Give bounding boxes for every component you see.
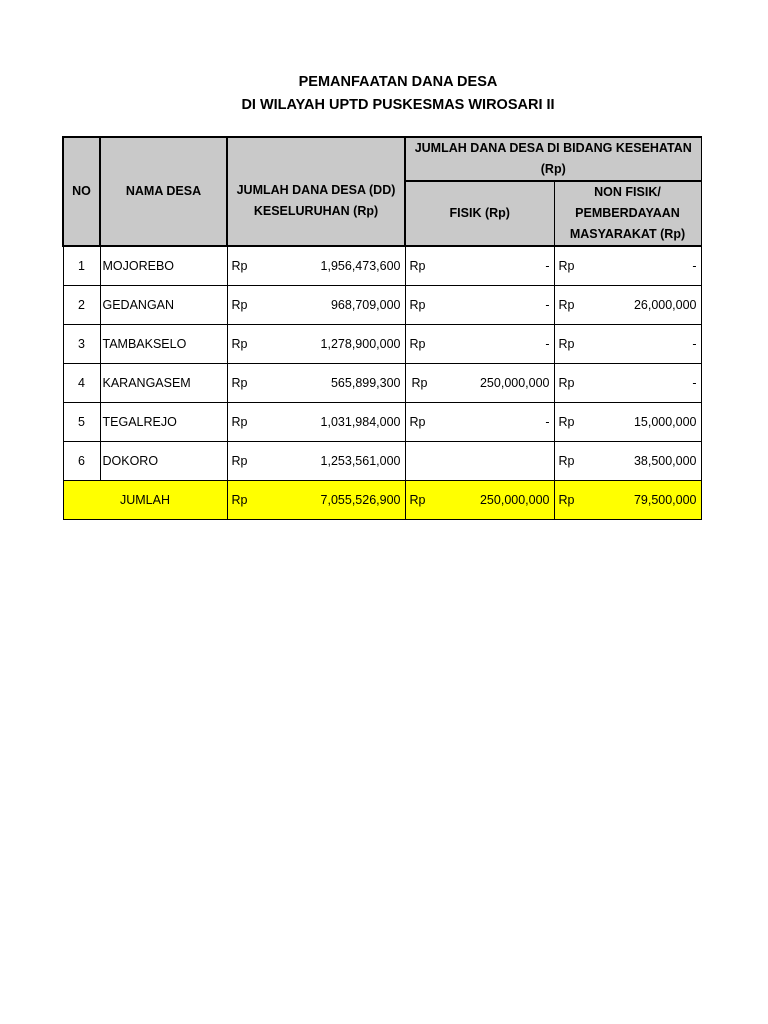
header-no: NO xyxy=(63,137,100,246)
nonfisik-amount: - xyxy=(692,376,697,390)
row-nonfisik-cell xyxy=(554,246,701,286)
nonfisik-amount: 15,000,000 xyxy=(633,415,697,429)
total-fisik-cell xyxy=(405,481,554,520)
row-nama-desa: GEDANGAN xyxy=(100,286,227,325)
currency-label: Rp xyxy=(558,337,575,351)
data-table-container xyxy=(62,136,702,520)
total-dd-amount: 7,055,526,900 xyxy=(320,493,401,507)
row-nonfisik-cell xyxy=(554,325,701,364)
header-bidang-kesehatan: JUMLAH DANA DESA DI BIDANG KESEHATAN (Rp) xyxy=(405,137,701,181)
table-row xyxy=(63,403,701,442)
dd-amount: 1,253,561,000 xyxy=(320,454,401,468)
fisik-amount: - xyxy=(545,415,550,429)
row-nama-desa: DOKORO xyxy=(100,442,227,481)
row-fisik-cell xyxy=(405,286,554,325)
currency-label: Rp xyxy=(411,376,428,390)
table-row xyxy=(63,286,701,325)
row-fisik-cell xyxy=(405,442,554,481)
header-jumlah-dd: JUMLAH DANA DESA (DD) KESELURUHAN (Rp) xyxy=(227,137,405,246)
row-dd-cell xyxy=(227,442,405,481)
row-dd-cell xyxy=(227,246,405,286)
row-no: 2 xyxy=(63,286,100,325)
total-dd-cell xyxy=(227,481,405,520)
table-row xyxy=(63,442,701,481)
row-fisik-cell xyxy=(405,403,554,442)
header-non-fisik: NON FISIK/ PEMBERDAYAAN MASYARAKAT (Rp) xyxy=(554,181,701,246)
currency-label: Rp xyxy=(231,259,248,273)
currency-label: Rp xyxy=(558,415,575,429)
currency-label: Rp xyxy=(409,298,426,312)
currency-label: Rp xyxy=(409,415,426,429)
row-fisik-cell xyxy=(405,364,554,403)
fisik-amount: - xyxy=(545,259,550,273)
table-row xyxy=(63,325,701,364)
nonfisik-amount: - xyxy=(692,337,697,351)
currency-label: Rp xyxy=(409,337,426,351)
header-nama-desa: NAMA DESA xyxy=(100,137,227,246)
currency-label: Rp xyxy=(558,376,575,390)
currency-label: Rp xyxy=(409,493,426,507)
row-nonfisik-cell xyxy=(554,442,701,481)
currency-label: Rp xyxy=(558,493,575,507)
nonfisik-amount: 26,000,000 xyxy=(633,298,697,312)
total-row xyxy=(63,481,701,520)
currency-label: Rp xyxy=(231,337,248,351)
row-no: 4 xyxy=(63,364,100,403)
currency-label: Rp xyxy=(231,376,248,390)
header-fisik: FISIK (Rp) xyxy=(405,181,554,246)
dd-amount: 1,956,473,600 xyxy=(320,259,401,273)
currency-label: Rp xyxy=(558,298,575,312)
currency-label: Rp xyxy=(231,298,248,312)
row-nama-desa: MOJOREBO xyxy=(100,246,227,286)
fisik-amount: - xyxy=(545,337,550,351)
row-dd-cell xyxy=(227,364,405,403)
currency-label: Rp xyxy=(231,493,248,507)
currency-label: Rp xyxy=(409,259,426,273)
row-dd-cell xyxy=(227,325,405,364)
dd-amount: 968,709,000 xyxy=(330,298,401,312)
table-row xyxy=(63,364,701,403)
total-fisik-amount: 250,000,000 xyxy=(479,493,550,507)
row-no: 6 xyxy=(63,442,100,481)
nonfisik-amount: 38,500,000 xyxy=(633,454,697,468)
row-dd-cell xyxy=(227,286,405,325)
document-subtitle: DI WILAYAH UPTD PUSKESMAS WIROSARI II xyxy=(241,97,555,113)
row-nama-desa: KARANGASEM xyxy=(100,364,227,403)
dd-amount: 565,899,300 xyxy=(330,376,401,390)
row-no: 3 xyxy=(63,325,100,364)
dd-amount: 1,278,900,000 xyxy=(320,337,401,351)
table-row xyxy=(63,246,701,286)
dd-amount: 1,031,984,000 xyxy=(320,415,401,429)
row-fisik-cell xyxy=(405,325,554,364)
row-nama-desa: TAMBAKSELO xyxy=(100,325,227,364)
row-no: 1 xyxy=(63,246,100,286)
currency-label: Rp xyxy=(558,454,575,468)
nonfisik-amount: - xyxy=(692,259,697,273)
row-nonfisik-cell xyxy=(554,364,701,403)
document-title: PEMANFAATAN DANA DESA xyxy=(298,74,498,90)
row-fisik-cell xyxy=(405,246,554,286)
row-nama-desa: TEGALREJO xyxy=(100,403,227,442)
total-nonfisik-cell xyxy=(554,481,701,520)
fisik-amount: 250,000,000 xyxy=(479,376,550,390)
dana-desa-table xyxy=(62,136,702,520)
row-nonfisik-cell xyxy=(554,403,701,442)
row-dd-cell xyxy=(227,403,405,442)
fisik-amount: - xyxy=(545,298,550,312)
row-no: 5 xyxy=(63,403,100,442)
total-nonfisik-amount: 79,500,000 xyxy=(633,493,697,507)
currency-label: Rp xyxy=(231,415,248,429)
row-nonfisik-cell xyxy=(554,286,701,325)
currency-label: Rp xyxy=(231,454,248,468)
total-label: JUMLAH xyxy=(63,481,227,520)
currency-label: Rp xyxy=(558,259,575,273)
